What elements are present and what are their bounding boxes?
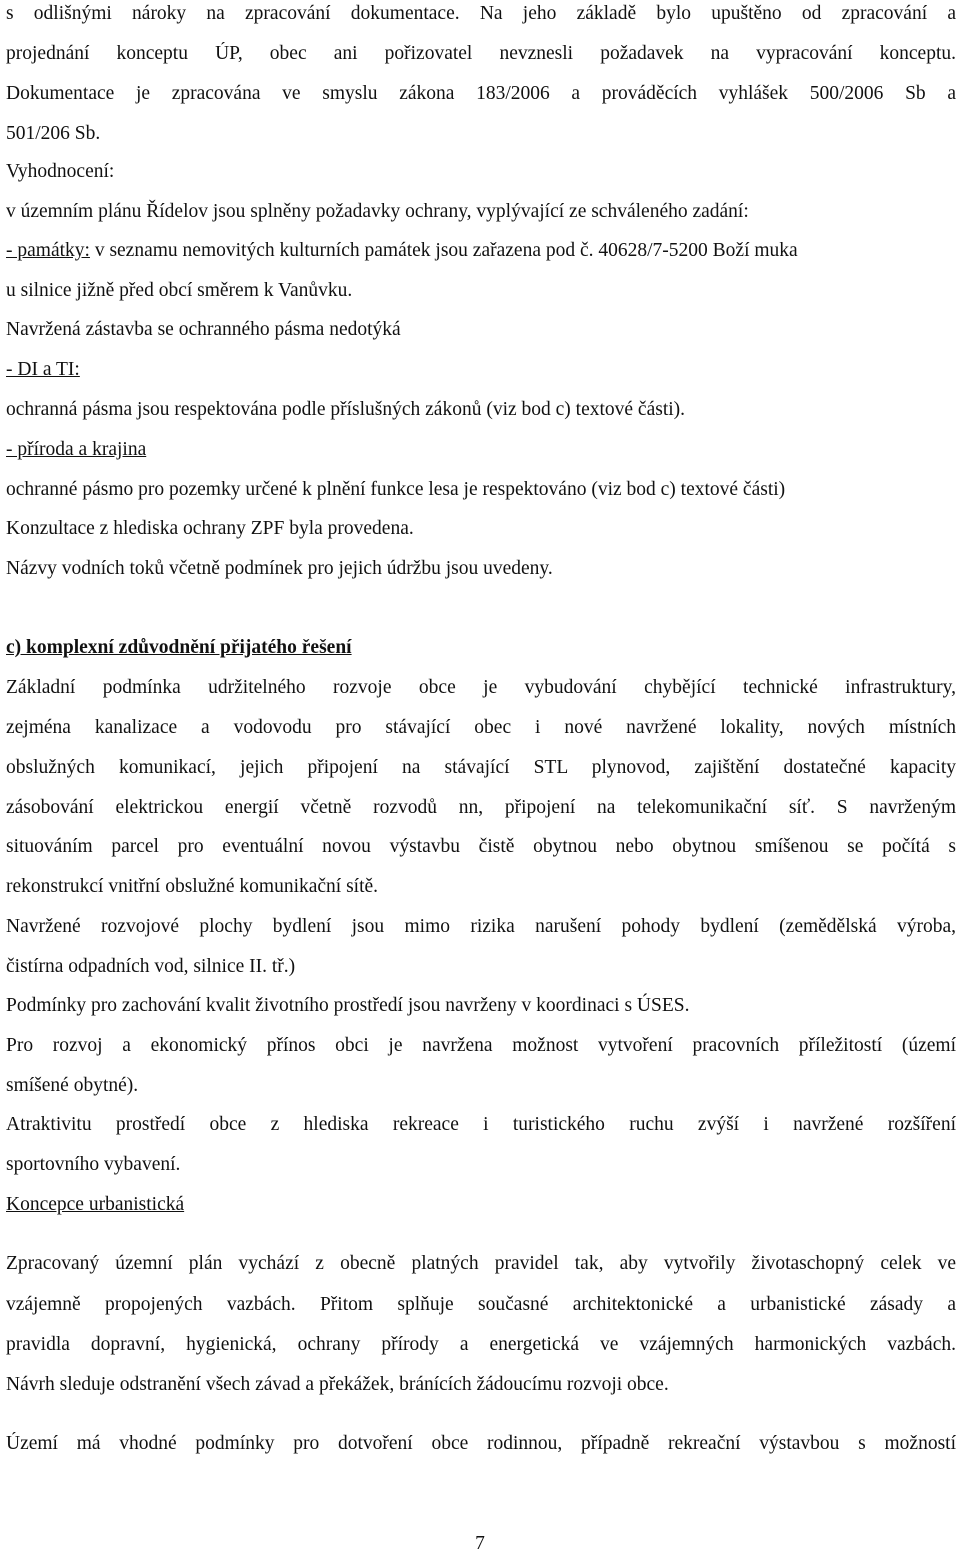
text-line: smíšené obytné). (6, 1075, 139, 1096)
text-line: čistírna odpadních vod, silnice II. tř.) (6, 956, 296, 977)
text-line: ochranné pásmo pro pozemky určené k plnění funkce lesa je respektováno (viz bod c) textové části) (6, 479, 786, 500)
text-line: Území má vhodné podmínky pro dotvoření obce rodinnou, případně rekreační výstavbou s možností (6, 1433, 956, 1454)
text-line: Základní podmínka udržitelného rozvoje obce je vybudování chybějící technické infrastruktury, (6, 677, 956, 698)
page-number: 7 (475, 1533, 485, 1554)
text-line: ochranná pásma jsou respektována podle příslušných zákonů (viz bod c) textové části). (6, 399, 686, 420)
text-line: situováním parcel pro eventuální novou výstavbu čistě obytnou nebo obytnou smíšenou se počítá s (6, 836, 956, 857)
text-line: Názvy vodních toků včetně podmínek pro jejich údržbu jsou uvedeny. (6, 558, 553, 579)
text-line: Atraktivitu prostředí obce z hlediska rekreace i turistického ruchu zvýší i navržené rozšíření (6, 1114, 956, 1135)
text-line: Zpracovaný územní plán vychází z obecně platných pravidel tak, aby vytvořily životaschopný celek ve (6, 1253, 956, 1274)
text-line: rekonstrukcí vnitřní obslužné komunikační sítě. (6, 876, 379, 897)
text-line-pamatky (6, 239, 956, 263)
text-line: obslužných komunikací, jejich připojení na stávající STL plynovod, zajištění dostatečné kapacity (6, 757, 956, 778)
text-line: projednání konceptu ÚP, obec ani pořizovatel nevznesli požadavek na vypracování konceptu. (6, 43, 956, 64)
subheading-priroda: - příroda a krajina (6, 439, 147, 460)
section-label-vyhodnoceni: Vyhodnocení: (6, 161, 115, 182)
section-heading-c: c) komplexní zdůvodnění přijatého řešení (6, 637, 352, 658)
subheading-pamatky: - památky: (6, 240, 90, 261)
text-line: 501/206 Sb. (6, 123, 101, 144)
text-line: zásobování elektrickou energií včetně rozvodů nn, připojení na telekomunikační síť. S navrženým (6, 797, 956, 818)
subheading-koncepce-urbanisticka: Koncepce urbanistická (6, 1194, 185, 1215)
text-line: Návrh sleduje odstranění všech závad a překážek, bránících žádoucímu rozvoji obce. (6, 1374, 669, 1395)
text-line: Pro rozvoj a ekonomický přínos obci je navržena možnost vytvoření pracovních příležitostí (území (6, 1035, 956, 1056)
text-line: Navržená zástavba se ochranného pásma nedotýká (6, 319, 401, 340)
subheading-di-ti: - DI a TI: (6, 359, 80, 380)
text-span: v seznamu nemovitých kulturních památek jsou zařazena pod č. 40628/7-5200 Boží muka (89, 240, 798, 261)
text-line: pravidla dopravní, hygienická, ochrany přírody a energetická ve vzájemných harmonických vazbách. (6, 1334, 956, 1355)
text-line: v územním plánu Řídelov jsou splněny požadavky ochrany, vyplývající ze schváleného zadání: (6, 201, 749, 222)
text-line: s odlišnými nároky na zpracování dokumentace. Na jeho základě bylo upuštěno od zpracování a (6, 3, 956, 24)
text-line: Konzultace z hlediska ochrany ZPF byla provedena. (6, 518, 414, 539)
text-line: Dokumentace je zpracována ve smyslu zákona 183/2006 a prováděcích vyhlášek 500/2006 Sb a (6, 83, 956, 104)
text-line: vzájemně propojených vazbách. Přitom splňuje současné architektonické a urbanistické zásady a (6, 1294, 956, 1315)
text-line: Navržené rozvojové plochy bydlení jsou mimo rizika narušení pohody bydlení (zemědělská výroba, (6, 916, 956, 937)
text-line: u silnice jižně před obcí směrem k Vanůvku. (6, 280, 353, 301)
text-line: zejména kanalizace a vodovodu pro stávající obec i nové navržené lokality, nových místních (6, 717, 956, 738)
text-line: sportovního vybavení. (6, 1154, 181, 1175)
text-line: Podmínky pro zachování kvalit životního prostředí jsou navrženy v koordinaci s ÚSES. (6, 995, 690, 1016)
